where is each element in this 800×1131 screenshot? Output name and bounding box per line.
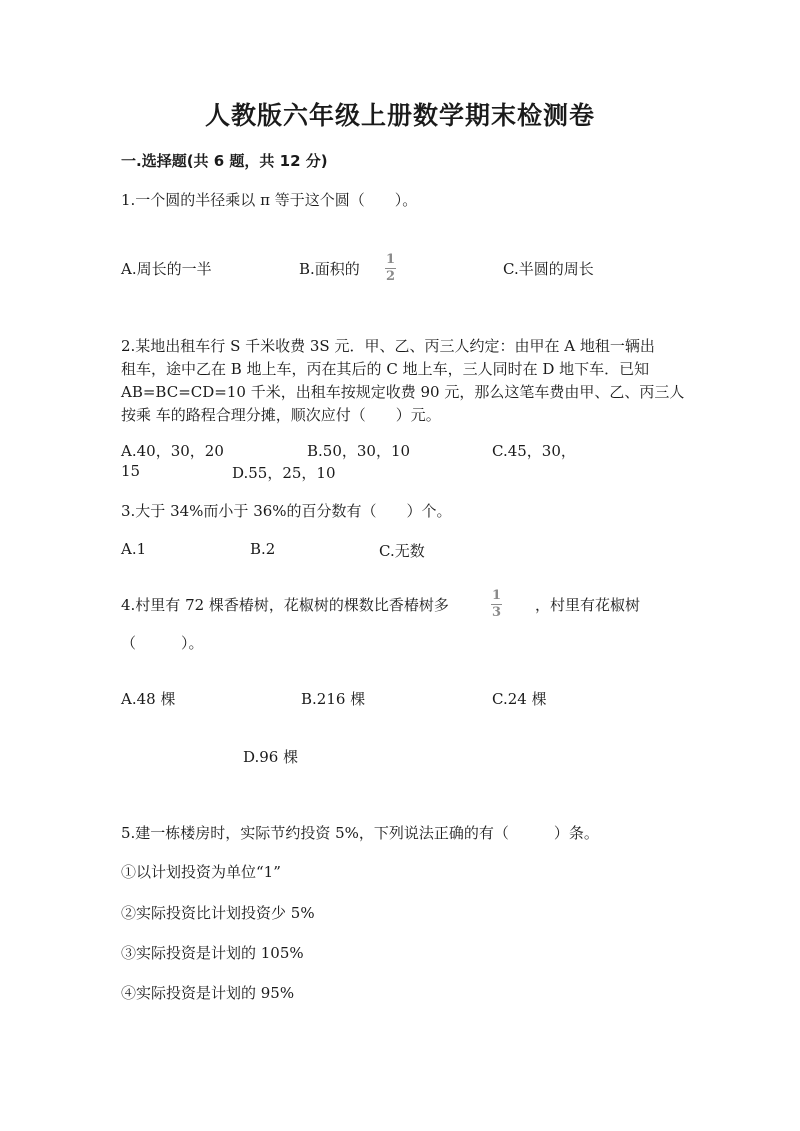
q1-option-b-fraction [385,253,396,283]
q5-statement-3: ③实际投资是计划的 105% [121,944,304,962]
q4-option-d: D.96 棵 [243,748,299,766]
question-1-text: 1.一个圆的半径乘以 π 等于这个圆（ ）。 [121,191,418,209]
q1-option-a: A.周长的一半 [121,260,212,278]
q5-statement-1: ①以计划投资为单位“1” [121,863,281,881]
question-2-line-3: AB=BC=CD=10 千米，出租车按规定收费 90 元，那么这笔车费由甲、乙、丙三人 [121,383,685,401]
q3-option-b: B.2 [250,540,276,558]
question-2-line-4: 按乘 车的路程合理分摊，顺次应付（ ）元。 [121,406,441,424]
question-4-line-2: （ ）。 [121,634,204,652]
q4-option-b: B.216 棵 [301,690,366,708]
fraction-denominator: 3 [491,605,502,620]
q4-option-a: A.48 棵 [121,690,176,708]
section-heading: 一.选择题(共 6 题，共 12 分) [121,152,328,170]
fraction-numerator: 1 [491,588,502,603]
q4-fraction [491,589,502,619]
q2-option-c-continued: 15 [121,462,141,480]
q2-option-a: A.40，30，20 [121,442,224,460]
q5-statement-4: ④实际投资是计划的 95% [121,984,295,1002]
q3-option-a: A.1 [121,540,147,558]
question-4-text-after: ，村里有花椒树 [535,596,641,614]
question-2-line-1: 2.某地出租车行 S 千米收费 3S 元．甲、乙、丙三人约定：由甲在 A 地租一辆出 [121,337,655,355]
q2-option-b: B.50，30，10 [307,442,411,460]
fraction-numerator: 1 [385,252,396,267]
question-2-line-2: 租车，途中乙在 B 地上车，丙在其后的 C 地上车，三人同时在 D 地下车．已知 [121,360,650,378]
page-title: 人教版六年级上册数学期末检测卷 [204,101,595,130]
fraction-denominator: 2 [385,269,396,284]
question-4-text-before: 4.村里有 72 棵香椿树，花椒树的棵数比香椿树多 [121,596,449,614]
question-5-text: 5.建一栋楼房时，实际节约投资 5%，下列说法正确的有（ ）条。 [121,824,599,842]
q1-option-b: B.面积的 [299,260,360,278]
q3-option-c: C.无数 [379,542,425,560]
q2-option-c: C.45，30， [492,442,576,460]
q2-option-d: D.55，25，10 [232,464,336,482]
q5-statement-2: ②实际投资比计划投资少 5% [121,904,315,922]
q4-option-c: C.24 棵 [492,690,547,708]
question-3-text: 3.大于 34%而小于 36%的百分数有（ ）个。 [121,502,452,520]
q1-option-c: C.半圆的周长 [503,260,594,278]
